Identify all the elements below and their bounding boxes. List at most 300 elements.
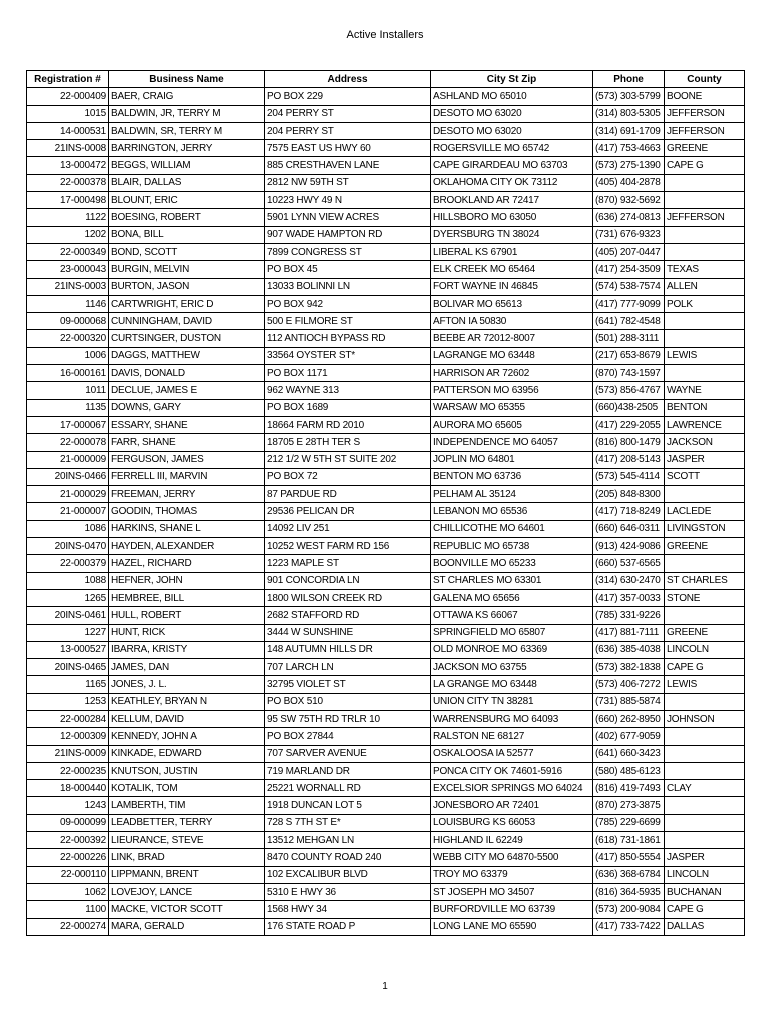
- cell-business-name: BOESING, ROBERT: [109, 209, 265, 226]
- cell-phone: (870) 743-1597: [593, 365, 665, 382]
- table-row: [27, 295, 745, 312]
- table-row: [27, 226, 745, 243]
- cell-phone: (660) 537-6565: [593, 555, 665, 572]
- cell-city-st-zip: HILLSBORO MO 63050: [431, 209, 593, 226]
- cell-business-name: LIPPMANN, BRENT: [109, 866, 265, 883]
- table-row: [27, 918, 745, 935]
- table-row: [27, 728, 745, 745]
- cell-address: 7575 EAST US HWY 60: [265, 140, 431, 157]
- cell-registration: 14-000531: [27, 122, 109, 139]
- cell-phone: (618) 731-1861: [593, 832, 665, 849]
- cell-business-name: DAVIS, DONALD: [109, 365, 265, 382]
- cell-business-name: KNUTSON, JUSTIN: [109, 762, 265, 779]
- cell-phone: (417) 881-7111: [593, 624, 665, 641]
- cell-address: 2812 NW 59TH ST: [265, 174, 431, 191]
- cell-phone: (405) 404-2878: [593, 174, 665, 191]
- cell-registration: 1202: [27, 226, 109, 243]
- cell-business-name: BLOUNT, ERIC: [109, 192, 265, 209]
- cell-business-name: BONA, BILL: [109, 226, 265, 243]
- cell-address: 5901 LYNN VIEW ACRES: [265, 209, 431, 226]
- cell-registration: 22-000235: [27, 762, 109, 779]
- cell-address: 1800 WILSON CREEK RD: [265, 589, 431, 606]
- cell-city-st-zip: BENTON MO 63736: [431, 468, 593, 485]
- cell-county: GREENE: [665, 624, 745, 641]
- cell-county: STONE: [665, 589, 745, 606]
- cell-registration: 17-000067: [27, 416, 109, 433]
- cell-business-name: DAGGS, MATTHEW: [109, 347, 265, 364]
- cell-county: GREENE: [665, 140, 745, 157]
- cell-city-st-zip: SPRINGFIELD MO 65807: [431, 624, 593, 641]
- cell-registration: 1253: [27, 693, 109, 710]
- cell-phone: (913) 424-9086: [593, 538, 665, 555]
- cell-phone: (660) 646-0311: [593, 520, 665, 537]
- cell-county: CAPE G: [665, 901, 745, 918]
- cell-phone: (660) 262-8950: [593, 710, 665, 727]
- header-address: Address: [265, 71, 431, 88]
- cell-city-st-zip: INDEPENDENCE MO 64057: [431, 434, 593, 451]
- table-row: [27, 866, 745, 883]
- table-row: [27, 243, 745, 260]
- cell-address: 102 EXCALIBUR BLVD: [265, 866, 431, 883]
- table-row: [27, 676, 745, 693]
- table-row: [27, 313, 745, 330]
- cell-registration: 22-000349: [27, 243, 109, 260]
- cell-registration: 1011: [27, 382, 109, 399]
- cell-registration: 1146: [27, 295, 109, 312]
- cell-city-st-zip: AURORA MO 65605: [431, 416, 593, 433]
- cell-address: PO BOX 45: [265, 261, 431, 278]
- cell-business-name: BOND, SCOTT: [109, 243, 265, 260]
- cell-business-name: FARR, SHANE: [109, 434, 265, 451]
- table-row: [27, 849, 745, 866]
- cell-county: JASPER: [665, 849, 745, 866]
- table-row: [27, 538, 745, 555]
- cell-address: 10252 WEST FARM RD 156: [265, 538, 431, 555]
- cell-registration: 22-000409: [27, 88, 109, 105]
- cell-county: WAYNE: [665, 382, 745, 399]
- cell-registration: 20INS-0465: [27, 659, 109, 676]
- table-row: [27, 607, 745, 624]
- cell-business-name: LOVEJOY, LANCE: [109, 883, 265, 900]
- cell-phone: (785) 331-9226: [593, 607, 665, 624]
- cell-city-st-zip: CHILLICOTHE MO 64601: [431, 520, 593, 537]
- cell-business-name: HARKINS, SHANE L: [109, 520, 265, 537]
- header-business-name: Business Name: [109, 71, 265, 88]
- cell-address: 18705 E 28TH TER S: [265, 434, 431, 451]
- cell-address: PO BOX 942: [265, 295, 431, 312]
- cell-phone: (417) 208-5143: [593, 451, 665, 468]
- cell-address: 13512 MEHGAN LN: [265, 832, 431, 849]
- cell-business-name: KOTALIK, TOM: [109, 780, 265, 797]
- cell-county: LEWIS: [665, 347, 745, 364]
- table-row: [27, 416, 745, 433]
- cell-registration: 22-000226: [27, 849, 109, 866]
- cell-business-name: LEADBETTER, TERRY: [109, 814, 265, 831]
- cell-business-name: HULL, ROBERT: [109, 607, 265, 624]
- cell-phone: (417) 357-0033: [593, 589, 665, 606]
- cell-registration: 17-000498: [27, 192, 109, 209]
- cell-phone: (641) 660-3423: [593, 745, 665, 762]
- cell-business-name: DOWNS, GARY: [109, 399, 265, 416]
- cell-phone: (731) 885-5874: [593, 693, 665, 710]
- cell-phone: (205) 848-8300: [593, 486, 665, 503]
- cell-city-st-zip: LOUISBURG KS 66053: [431, 814, 593, 831]
- cell-registration: 1006: [27, 347, 109, 364]
- cell-phone: (217) 653-8679: [593, 347, 665, 364]
- table-row: [27, 624, 745, 641]
- cell-address: 3444 W SUNSHINE: [265, 624, 431, 641]
- cell-address: PO BOX 229: [265, 88, 431, 105]
- cell-business-name: CURTSINGER, DUSTON: [109, 330, 265, 347]
- cell-phone: (636) 385-4038: [593, 641, 665, 658]
- cell-business-name: MACKE, VICTOR SCOTT: [109, 901, 265, 918]
- cell-address: PO BOX 72: [265, 468, 431, 485]
- cell-county: LAWRENCE: [665, 416, 745, 433]
- page-number: 1: [382, 981, 388, 992]
- page-title: Active Installers: [346, 29, 424, 41]
- cell-registration: 22-000110: [27, 866, 109, 883]
- cell-county: [665, 745, 745, 762]
- cell-county: [665, 365, 745, 382]
- table-row: [27, 659, 745, 676]
- cell-business-name: BURGIN, MELVIN: [109, 261, 265, 278]
- cell-address: 5310 E HWY 36: [265, 883, 431, 900]
- cell-city-st-zip: ST JOSEPH MO 34507: [431, 883, 593, 900]
- table-row: [27, 451, 745, 468]
- cell-county: BENTON: [665, 399, 745, 416]
- cell-county: LINCOLN: [665, 866, 745, 883]
- cell-registration: 1088: [27, 572, 109, 589]
- cell-business-name: BURTON, JASON: [109, 278, 265, 295]
- header-city-st-zip: City St Zip: [431, 71, 593, 88]
- cell-phone: (501) 288-3111: [593, 330, 665, 347]
- cell-city-st-zip: PATTERSON MO 63956: [431, 382, 593, 399]
- cell-county: JEFFERSON: [665, 209, 745, 226]
- cell-phone: (573) 303-5799: [593, 88, 665, 105]
- cell-county: JEFFERSON: [665, 122, 745, 139]
- cell-city-st-zip: OKLAHOMA CITY OK 73112: [431, 174, 593, 191]
- cell-registration: 1100: [27, 901, 109, 918]
- cell-address: 87 PARDUE RD: [265, 486, 431, 503]
- table-row: [27, 486, 745, 503]
- table-row: [27, 140, 745, 157]
- cell-registration: 22-000078: [27, 434, 109, 451]
- cell-business-name: KELLUM, DAVID: [109, 710, 265, 727]
- cell-address: 7899 CONGRESS ST: [265, 243, 431, 260]
- cell-registration: 09-000099: [27, 814, 109, 831]
- cell-phone: (580) 485-6123: [593, 762, 665, 779]
- cell-city-st-zip: AFTON IA 50830: [431, 313, 593, 330]
- table-row: [27, 572, 745, 589]
- cell-registration: 1122: [27, 209, 109, 226]
- cell-county: TEXAS: [665, 261, 745, 278]
- cell-county: [665, 174, 745, 191]
- table-row: [27, 762, 745, 779]
- cell-phone: (660)438-2505: [593, 399, 665, 416]
- header-county: County: [665, 71, 745, 88]
- cell-address: 25221 WORNALL RD: [265, 780, 431, 797]
- cell-county: ST CHARLES: [665, 572, 745, 589]
- cell-city-st-zip: ELK CREEK MO 65464: [431, 261, 593, 278]
- cell-business-name: ESSARY, SHANE: [109, 416, 265, 433]
- cell-address: 719 MARLAND DR: [265, 762, 431, 779]
- cell-address: 32795 VIOLET ST: [265, 676, 431, 693]
- cell-city-st-zip: DYERSBURG TN 38024: [431, 226, 593, 243]
- cell-business-name: KEATHLEY, BRYAN N: [109, 693, 265, 710]
- cell-business-name: LINK, BRAD: [109, 849, 265, 866]
- cell-address: 907 WADE HAMPTON RD: [265, 226, 431, 243]
- cell-city-st-zip: ROGERSVILLE MO 65742: [431, 140, 593, 157]
- table-row: [27, 780, 745, 797]
- cell-business-name: BALDWIN, JR, TERRY M: [109, 105, 265, 122]
- cell-city-st-zip: REPUBLIC MO 65738: [431, 538, 593, 555]
- table-header-row: [27, 71, 745, 88]
- cell-registration: 09-000068: [27, 313, 109, 330]
- cell-registration: 13-000527: [27, 641, 109, 658]
- cell-address: 885 CRESTHAVEN LANE: [265, 157, 431, 174]
- cell-registration: 12-000309: [27, 728, 109, 745]
- cell-phone: (573) 275-1390: [593, 157, 665, 174]
- cell-city-st-zip: CAPE GIRARDEAU MO 63703: [431, 157, 593, 174]
- cell-business-name: KENNEDY, JOHN A: [109, 728, 265, 745]
- cell-county: [665, 192, 745, 209]
- cell-county: ALLEN: [665, 278, 745, 295]
- table-row: [27, 330, 745, 347]
- cell-city-st-zip: OTTAWA KS 66067: [431, 607, 593, 624]
- cell-registration: 1015: [27, 105, 109, 122]
- table-row: [27, 745, 745, 762]
- cell-county: BUCHANAN: [665, 883, 745, 900]
- cell-city-st-zip: LEBANON MO 65536: [431, 503, 593, 520]
- cell-phone: (573) 545-4114: [593, 468, 665, 485]
- cell-registration: 20INS-0461: [27, 607, 109, 624]
- cell-county: LACLEDE: [665, 503, 745, 520]
- table-row: [27, 797, 745, 814]
- cell-phone: (417) 753-4663: [593, 140, 665, 157]
- cell-county: SCOTT: [665, 468, 745, 485]
- table-row: [27, 382, 745, 399]
- cell-address: 901 CONCORDIA LN: [265, 572, 431, 589]
- table-row: [27, 520, 745, 537]
- cell-county: CAPE G: [665, 659, 745, 676]
- cell-county: LEWIS: [665, 676, 745, 693]
- cell-registration: 21INS-0009: [27, 745, 109, 762]
- cell-county: [665, 814, 745, 831]
- cell-city-st-zip: BURFORDVILLE MO 63739: [431, 901, 593, 918]
- cell-registration: 1135: [27, 399, 109, 416]
- cell-county: GREENE: [665, 538, 745, 555]
- table-row: [27, 468, 745, 485]
- cell-address: 1223 MAPLE ST: [265, 555, 431, 572]
- table-row: [27, 88, 745, 105]
- cell-city-st-zip: HIGHLAND IL 62249: [431, 832, 593, 849]
- cell-registration: 22-000320: [27, 330, 109, 347]
- cell-phone: (816) 364-5935: [593, 883, 665, 900]
- cell-registration: 20INS-0470: [27, 538, 109, 555]
- cell-phone: (870) 273-3875: [593, 797, 665, 814]
- cell-address: PO BOX 1689: [265, 399, 431, 416]
- cell-city-st-zip: JACKSON MO 63755: [431, 659, 593, 676]
- cell-registration: 21INS-0003: [27, 278, 109, 295]
- cell-business-name: JAMES, DAN: [109, 659, 265, 676]
- cell-city-st-zip: PELHAM AL 35124: [431, 486, 593, 503]
- cell-city-st-zip: ASHLAND MO 65010: [431, 88, 593, 105]
- cell-business-name: BLAIR, DALLAS: [109, 174, 265, 191]
- table-row: [27, 883, 745, 900]
- cell-phone: (816) 419-7493: [593, 780, 665, 797]
- cell-phone: (573) 200-9084: [593, 901, 665, 918]
- cell-address: 33564 OYSTER ST*: [265, 347, 431, 364]
- cell-registration: 1227: [27, 624, 109, 641]
- cell-registration: 1243: [27, 797, 109, 814]
- cell-business-name: HUNT, RICK: [109, 624, 265, 641]
- cell-phone: (816) 800-1479: [593, 434, 665, 451]
- table-body: [27, 88, 745, 936]
- cell-phone: (417) 254-3509: [593, 261, 665, 278]
- cell-county: POLK: [665, 295, 745, 312]
- cell-address: 707 SARVER AVENUE: [265, 745, 431, 762]
- cell-registration: 20INS-0466: [27, 468, 109, 485]
- cell-city-st-zip: DESOTO MO 63020: [431, 105, 593, 122]
- cell-phone: (314) 803-5305: [593, 105, 665, 122]
- cell-phone: (402) 677-9059: [593, 728, 665, 745]
- cell-address: 10223 HWY 49 N: [265, 192, 431, 209]
- cell-business-name: HAYDEN, ALEXANDER: [109, 538, 265, 555]
- cell-business-name: CUNNINGHAM, DAVID: [109, 313, 265, 330]
- cell-city-st-zip: PONCA CITY OK 74601-5916: [431, 762, 593, 779]
- cell-county: CAPE G: [665, 157, 745, 174]
- cell-city-st-zip: EXCELSIOR SPRINGS MO 64024: [431, 780, 593, 797]
- table-row: [27, 693, 745, 710]
- cell-county: LINCOLN: [665, 641, 745, 658]
- cell-address: 29536 PELICAN DR: [265, 503, 431, 520]
- cell-address: PO BOX 1171: [265, 365, 431, 382]
- cell-city-st-zip: BROOKLAND AR 72417: [431, 192, 593, 209]
- installers-table: [26, 70, 745, 936]
- cell-address: 2682 STAFFORD RD: [265, 607, 431, 624]
- cell-county: BOONE: [665, 88, 745, 105]
- cell-phone: (417) 733-7422: [593, 918, 665, 935]
- cell-county: [665, 762, 745, 779]
- cell-phone: (417) 718-8249: [593, 503, 665, 520]
- cell-address: 176 STATE ROAD P: [265, 918, 431, 935]
- cell-phone: (573) 382-1838: [593, 659, 665, 676]
- table-row: [27, 365, 745, 382]
- cell-registration: 18-000440: [27, 780, 109, 797]
- cell-county: [665, 486, 745, 503]
- cell-city-st-zip: BEEBE AR 72012-8007: [431, 330, 593, 347]
- cell-county: JACKSON: [665, 434, 745, 451]
- cell-county: [665, 728, 745, 745]
- table-row: [27, 347, 745, 364]
- cell-county: CLAY: [665, 780, 745, 797]
- cell-registration: 21-000007: [27, 503, 109, 520]
- cell-registration: 16-000161: [27, 365, 109, 382]
- table-row: [27, 399, 745, 416]
- cell-business-name: MARA, GERALD: [109, 918, 265, 935]
- header-phone: Phone: [593, 71, 665, 88]
- cell-business-name: FERRELL III, MARVIN: [109, 468, 265, 485]
- cell-business-name: BARRINGTON, JERRY: [109, 140, 265, 157]
- cell-county: JEFFERSON: [665, 105, 745, 122]
- cell-city-st-zip: LIBERAL KS 67901: [431, 243, 593, 260]
- cell-county: [665, 226, 745, 243]
- cell-phone: (731) 676-9323: [593, 226, 665, 243]
- cell-phone: (417) 850-5554: [593, 849, 665, 866]
- cell-phone: (573) 856-4767: [593, 382, 665, 399]
- cell-phone: (636) 368-6784: [593, 866, 665, 883]
- cell-phone: (870) 932-5692: [593, 192, 665, 209]
- cell-address: PO BOX 510: [265, 693, 431, 710]
- cell-county: [665, 607, 745, 624]
- table-row: [27, 832, 745, 849]
- cell-city-st-zip: WARSAW MO 65355: [431, 399, 593, 416]
- cell-city-st-zip: GALENA MO 65656: [431, 589, 593, 606]
- cell-county: [665, 330, 745, 347]
- cell-phone: (417) 229-2055: [593, 416, 665, 433]
- cell-city-st-zip: UNION CITY TN 38281: [431, 693, 593, 710]
- cell-phone: (573) 406-7272: [593, 676, 665, 693]
- cell-phone: (417) 777-9099: [593, 295, 665, 312]
- cell-address: PO BOX 27844: [265, 728, 431, 745]
- cell-address: 1918 DUNCAN LOT 5: [265, 797, 431, 814]
- table-row: [27, 122, 745, 139]
- cell-registration: 22-000284: [27, 710, 109, 727]
- cell-city-st-zip: OSKALOOSA IA 52577: [431, 745, 593, 762]
- cell-business-name: FREEMAN, JERRY: [109, 486, 265, 503]
- cell-address: 18664 FARM RD 2010: [265, 416, 431, 433]
- cell-county: [665, 555, 745, 572]
- cell-city-st-zip: WARRENSBURG MO 64093: [431, 710, 593, 727]
- cell-city-st-zip: LONG LANE MO 65590: [431, 918, 593, 935]
- table-row: [27, 261, 745, 278]
- cell-county: [665, 243, 745, 260]
- cell-business-name: DECLUE, JAMES E: [109, 382, 265, 399]
- cell-phone: (405) 207-0447: [593, 243, 665, 260]
- cell-registration: 22-000274: [27, 918, 109, 935]
- cell-city-st-zip: LAGRANGE MO 63448: [431, 347, 593, 364]
- cell-phone: (574) 538-7574: [593, 278, 665, 295]
- cell-city-st-zip: JOPLIN MO 64801: [431, 451, 593, 468]
- cell-registration: 21-000029: [27, 486, 109, 503]
- table-row: [27, 710, 745, 727]
- cell-phone: (636) 274-0813: [593, 209, 665, 226]
- cell-registration: 1062: [27, 883, 109, 900]
- cell-city-st-zip: RALSTON NE 68127: [431, 728, 593, 745]
- table-row: [27, 209, 745, 226]
- cell-phone: (314) 630-2470: [593, 572, 665, 589]
- cell-address: 1568 HWY 34: [265, 901, 431, 918]
- cell-city-st-zip: BOONVILLE MO 65233: [431, 555, 593, 572]
- cell-city-st-zip: WEBB CITY MO 64870-5500: [431, 849, 593, 866]
- cell-address: 95 SW 75TH RD TRLR 10: [265, 710, 431, 727]
- cell-registration: 1165: [27, 676, 109, 693]
- table-row: [27, 174, 745, 191]
- cell-business-name: BALDWIN, SR, TERRY M: [109, 122, 265, 139]
- cell-city-st-zip: FORT WAYNE IN 46845: [431, 278, 593, 295]
- cell-registration: 22-000379: [27, 555, 109, 572]
- cell-city-st-zip: DESOTO MO 63020: [431, 122, 593, 139]
- cell-registration: 21-000009: [27, 451, 109, 468]
- cell-registration: 23-000043: [27, 261, 109, 278]
- table-row: [27, 901, 745, 918]
- cell-address: 500 E FILMORE ST: [265, 313, 431, 330]
- cell-business-name: CARTWRIGHT, ERIC D: [109, 295, 265, 312]
- cell-business-name: HAZEL, RICHARD: [109, 555, 265, 572]
- cell-business-name: KINKADE, EDWARD: [109, 745, 265, 762]
- cell-county: [665, 797, 745, 814]
- cell-business-name: LAMBERTH, TIM: [109, 797, 265, 814]
